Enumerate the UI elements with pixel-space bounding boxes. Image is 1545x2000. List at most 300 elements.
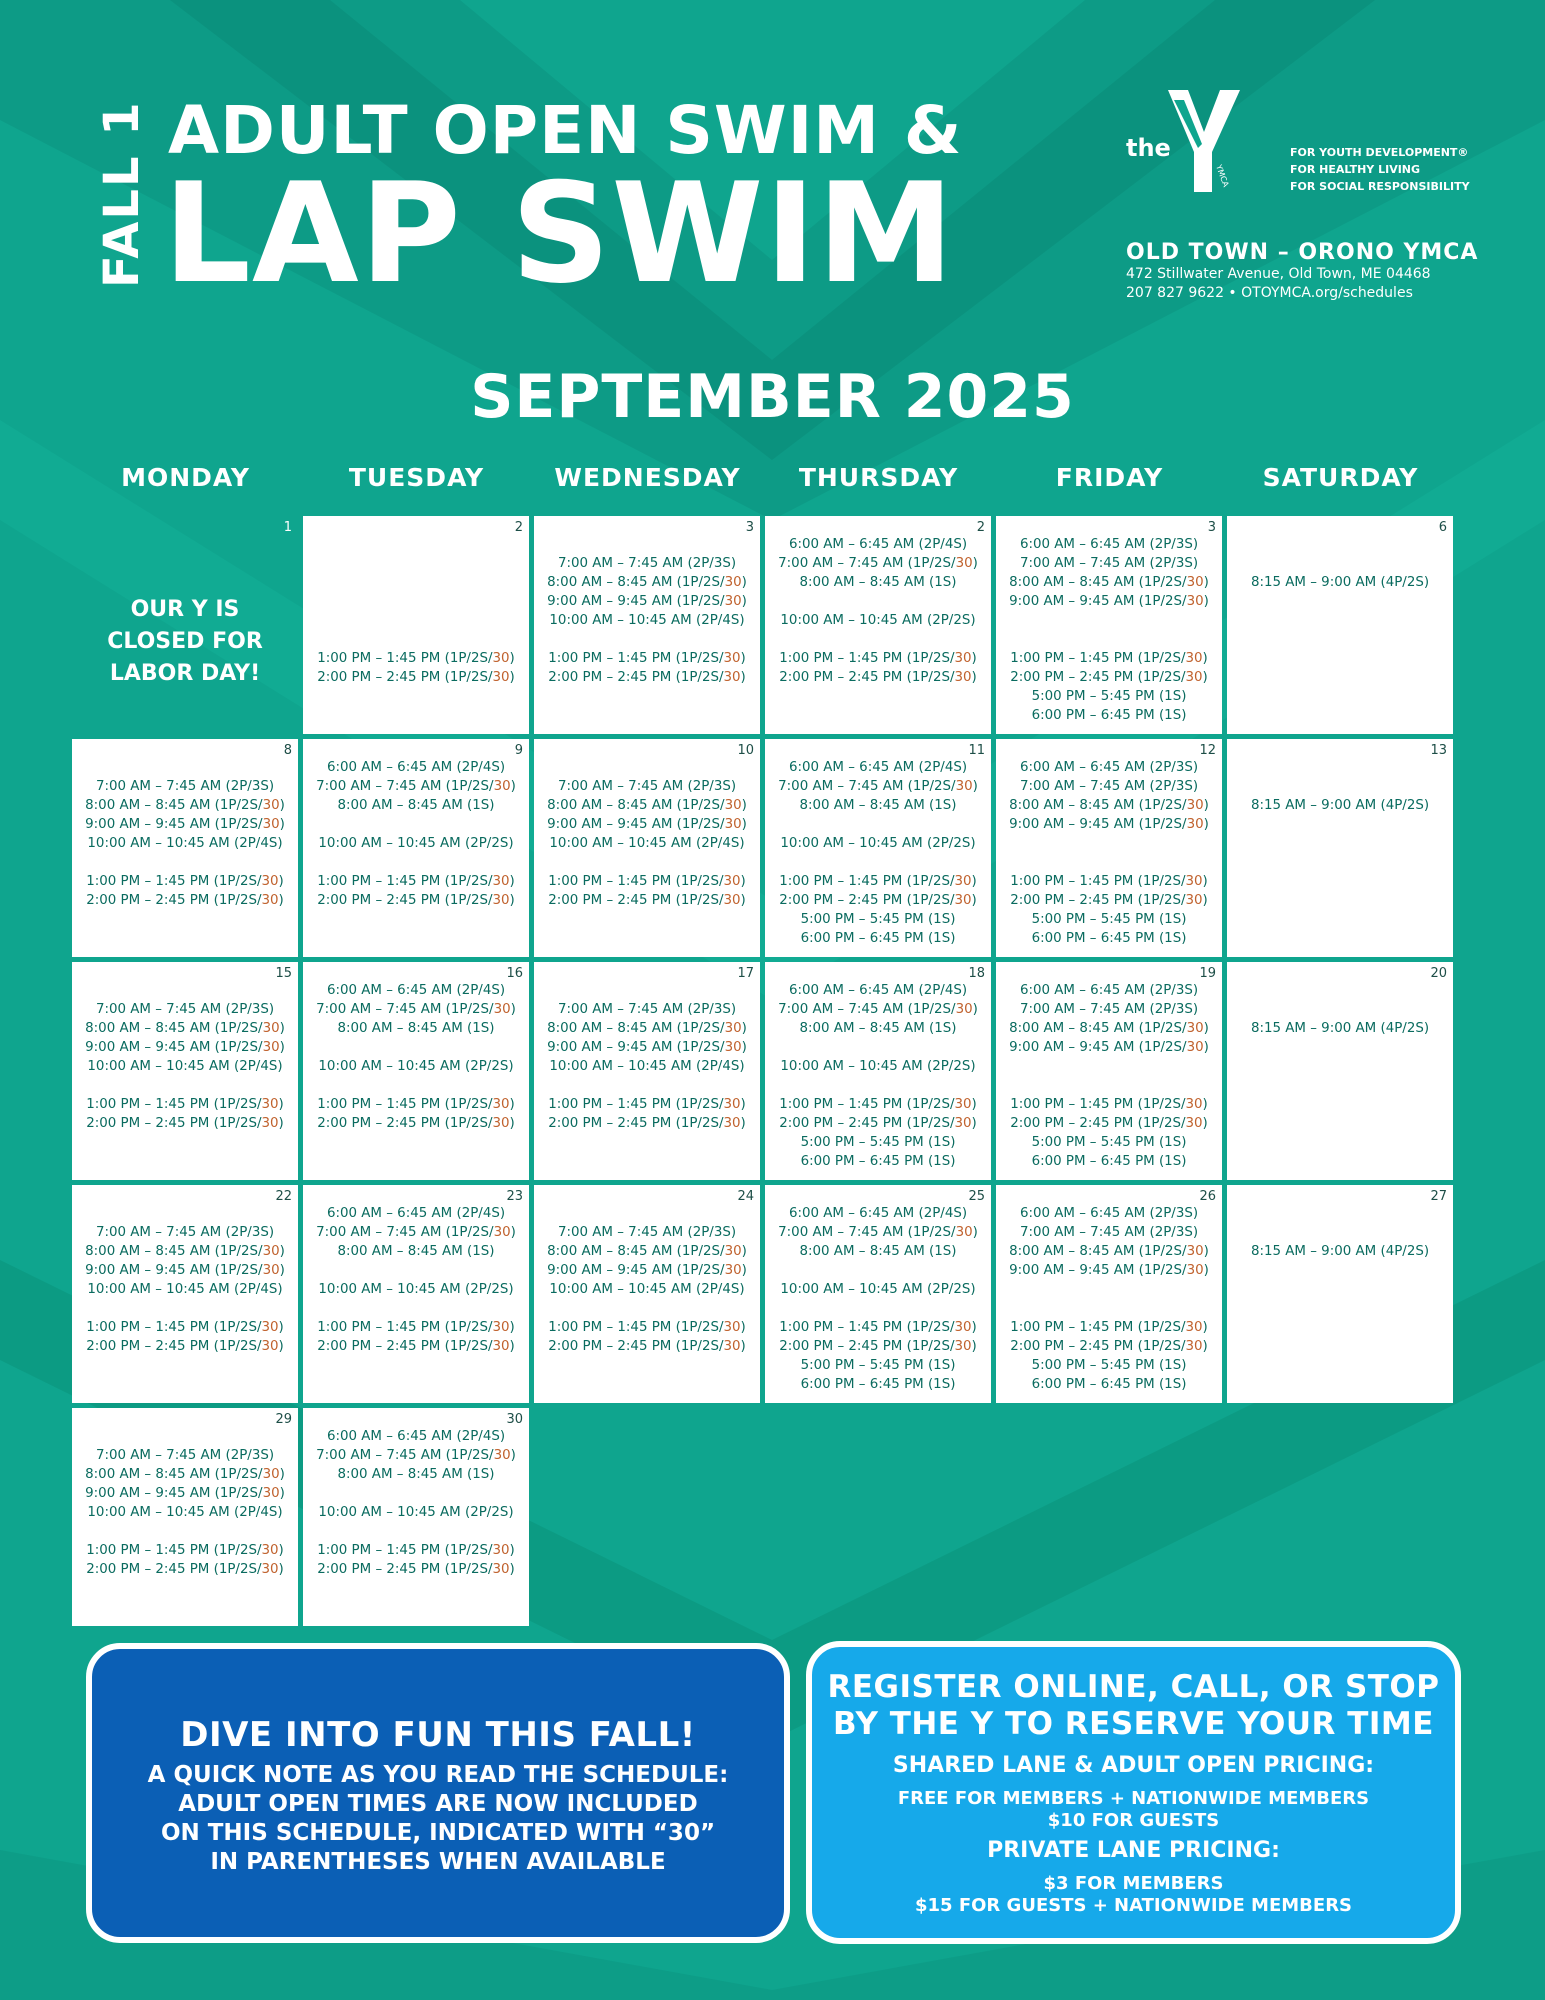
open-swim-marker: 30 [261, 893, 279, 908]
time-slot: 9:00 AM – 9:45 AM (1P/2S/30) [547, 817, 747, 832]
date-number: 1 [283, 520, 292, 535]
time-slot: 7:00 AM – 7:45 AM (2P/3S) [557, 779, 737, 794]
time-slot-spacer [534, 1299, 760, 1318]
time-slot: 8:00 AM – 8:45 AM (1S) [337, 798, 495, 813]
time-slot: 8:00 AM – 8:45 AM (1P/2S/30) [85, 1467, 285, 1482]
time-slot: 8:00 AM – 8:45 AM (1P/2S/30) [1009, 1021, 1209, 1036]
time-slot: 1:00 PM – 1:45 PM (1P/2S/30) [86, 1320, 284, 1335]
open-swim-marker: 30 [724, 1244, 742, 1259]
time-slot: 6:00 PM – 6:45 PM (1S) [800, 931, 956, 946]
time-slot-spacer [1227, 981, 1453, 1000]
date-number: 8 [283, 743, 292, 758]
note-line: ADULT OPEN TIMES ARE NOW INCLUDED [178, 1791, 698, 1817]
open-swim-marker: 30 [723, 893, 741, 908]
time-slot: 8:00 AM – 8:45 AM (1P/2S/30) [547, 1021, 747, 1036]
time-slot: 2:00 PM – 2:45 PM (1P/2S/30) [317, 1116, 515, 1131]
open-swim-marker: 30 [493, 1225, 511, 1240]
time-slot: 6:00 PM – 6:45 PM (1S) [800, 1154, 956, 1169]
open-swim-marker: 30 [1185, 670, 1203, 685]
date-number: 24 [737, 1189, 754, 1204]
open-swim-marker: 30 [262, 798, 280, 813]
date-number: 6 [1438, 520, 1447, 535]
date-number: 30 [506, 1412, 523, 1427]
date-number: 16 [506, 966, 523, 981]
time-slot: 9:00 AM – 9:45 AM (1P/2S/30) [85, 817, 285, 832]
open-swim-marker: 30 [261, 874, 279, 889]
time-slot: 10:00 AM – 10:45 AM (2P/4S) [549, 836, 745, 851]
time-slot: 2:00 PM – 2:45 PM (1P/2S/30) [548, 670, 746, 685]
calendar-cell [765, 739, 991, 957]
open-swim-marker: 30 [1185, 1116, 1203, 1131]
open-swim-marker: 30 [723, 651, 741, 666]
time-slot-spacer [765, 1076, 991, 1095]
open-swim-marker: 30 [723, 1320, 741, 1335]
open-swim-marker: 30 [492, 651, 510, 666]
time-slot: 7:00 AM – 7:45 AM (2P/3S) [1019, 1002, 1199, 1017]
open-swim-marker: 30 [723, 670, 741, 685]
time-slot: 8:00 AM – 8:45 AM (1P/2S/30) [85, 1244, 285, 1259]
open-swim-marker: 30 [1186, 594, 1204, 609]
calendar-cell [1227, 962, 1453, 1180]
time-slot: 6:00 AM – 6:45 AM (2P/3S) [1019, 760, 1199, 775]
open-swim-marker: 30 [724, 1263, 742, 1278]
time-slot-list [303, 758, 529, 910]
time-slot-spacer [1227, 1223, 1453, 1242]
open-swim-marker: 30 [261, 1339, 279, 1354]
time-slot-spacer [534, 535, 760, 554]
time-slot: 7:00 AM – 7:45 AM (1P/2S/30) [778, 556, 978, 571]
open-swim-marker: 30 [954, 874, 972, 889]
date-number: 13 [1430, 743, 1447, 758]
time-slot: 2:00 PM – 2:45 PM (1P/2S/30) [779, 670, 977, 685]
time-slot-spacer [72, 1427, 298, 1446]
time-slot: 8:00 AM – 8:45 AM (1S) [337, 1021, 495, 1036]
time-slot: 8:00 AM – 8:45 AM (1S) [337, 1244, 495, 1259]
time-slot-list [72, 1427, 298, 1579]
note-heading: DIVE INTO FUN THIS FALL! [180, 1715, 696, 1755]
calendar-cell [303, 1408, 529, 1626]
time-slot-spacer [996, 1299, 1222, 1318]
shared-pricing-line: FREE FOR MEMBERS + NATIONWIDE MEMBERS [897, 1788, 1370, 1809]
time-slot-spacer [303, 815, 529, 834]
calendar-cell [72, 1408, 298, 1626]
time-slot: 2:00 PM – 2:45 PM (1P/2S/30) [317, 893, 515, 908]
date-number: 26 [1199, 1189, 1216, 1204]
open-swim-marker: 30 [1186, 575, 1204, 590]
time-slot: 2:00 PM – 2:45 PM (1P/2S/30) [779, 893, 977, 908]
time-slot-spacer [765, 1299, 991, 1318]
time-slot: 6:00 AM – 6:45 AM (2P/4S) [788, 1206, 968, 1221]
time-slot-spacer [534, 853, 760, 872]
date-number: 29 [275, 1412, 292, 1427]
time-slot-spacer [303, 554, 529, 573]
time-slot: 8:00 AM – 8:45 AM (1S) [799, 1244, 957, 1259]
time-slot-spacer [534, 1204, 760, 1223]
calendar-cell [72, 962, 298, 1180]
time-slot-spacer [303, 1484, 529, 1503]
time-slot: 9:00 AM – 9:45 AM (1P/2S/30) [1009, 1263, 1209, 1278]
time-slot: 6:00 AM – 6:45 AM (2P/4S) [788, 760, 968, 775]
shared-pricing-heading: SHARED LANE & ADULT OPEN PRICING: [892, 1753, 1375, 1778]
branch-info [1126, 240, 1478, 303]
open-swim-marker: 30 [261, 1562, 279, 1577]
time-slot-spacer [534, 758, 760, 777]
date-number: 27 [1430, 1189, 1447, 1204]
note-line: IN PARENTHESES WHEN AVAILABLE [210, 1849, 666, 1875]
open-swim-marker: 30 [262, 1467, 280, 1482]
time-slot-spacer [303, 630, 529, 649]
time-slot: 6:00 AM – 6:45 AM (2P/3S) [1019, 537, 1199, 552]
time-slot: 2:00 PM – 2:45 PM (1P/2S/30) [548, 893, 746, 908]
time-slot-spacer [303, 535, 529, 554]
open-swim-marker: 30 [1186, 1040, 1204, 1055]
time-slot-list [765, 535, 991, 687]
time-slot: 5:00 PM – 5:45 PM (1S) [800, 1135, 956, 1150]
time-slot: 1:00 PM – 1:45 PM (1P/2S/30) [548, 651, 746, 666]
ymca-logo [1122, 88, 1262, 196]
branch-address: 472 Stillwater Avenue, Old Town, ME 04468 [1126, 266, 1431, 282]
time-slot-spacer [303, 1522, 529, 1541]
time-slot-spacer [72, 981, 298, 1000]
time-slot: 7:00 AM – 7:45 AM (1P/2S/30) [778, 1225, 978, 1240]
open-swim-marker: 30 [954, 1097, 972, 1112]
tagline-line: FOR HEALTHY LIVING [1290, 163, 1421, 176]
day-headers [72, 463, 1458, 497]
open-swim-marker: 30 [954, 893, 972, 908]
shared-pricing-line: $10 FOR GUESTS [1047, 1810, 1220, 1831]
branch-contact[interactable]: 207 827 9622 • OTOYMCA.org/schedules [1126, 285, 1413, 301]
date-number: 17 [737, 966, 754, 981]
time-slot: 8:00 AM – 8:45 AM (1S) [799, 1021, 957, 1036]
calendar-cell [996, 1185, 1222, 1403]
time-slot: 1:00 PM – 1:45 PM (1P/2S/30) [86, 1097, 284, 1112]
private-pricing-heading: PRIVATE LANE PRICING: [987, 1838, 1280, 1863]
day-header-tuesday: TUESDAY [348, 463, 485, 492]
time-slot-spacer [1227, 1000, 1453, 1019]
open-swim-marker: 30 [1186, 1021, 1204, 1036]
open-swim-marker: 30 [1185, 651, 1203, 666]
time-slot-spacer [303, 592, 529, 611]
shared-pricing [812, 1788, 1455, 1832]
time-slot: 1:00 PM – 1:45 PM (1P/2S/30) [1010, 1097, 1208, 1112]
time-slot-list [534, 1204, 760, 1356]
time-slot: 6:00 AM – 6:45 AM (2P/4S) [788, 537, 968, 552]
open-swim-marker: 30 [262, 1486, 280, 1501]
open-swim-marker: 30 [724, 594, 742, 609]
time-slot: 2:00 PM – 2:45 PM (1P/2S/30) [1010, 893, 1208, 908]
time-slot-spacer [72, 1299, 298, 1318]
day-header-monday: MONDAY [121, 463, 250, 492]
time-slot: 8:00 AM – 8:45 AM (1P/2S/30) [547, 798, 747, 813]
time-slot: 6:00 PM – 6:45 PM (1S) [800, 1377, 956, 1392]
time-slot-spacer [996, 1280, 1222, 1299]
time-slot-spacer [996, 630, 1222, 649]
time-slot: 9:00 AM – 9:45 AM (1P/2S/30) [85, 1486, 285, 1501]
time-slot-spacer [996, 611, 1222, 630]
time-slot: 1:00 PM – 1:45 PM (1P/2S/30) [1010, 1320, 1208, 1335]
day-header-saturday: SATURDAY [1262, 463, 1419, 492]
day-header-friday: FRIDAY [1055, 463, 1164, 492]
time-slot-spacer [765, 1038, 991, 1057]
time-slot: 7:00 AM – 7:45 AM (2P/3S) [95, 1002, 275, 1017]
time-slot-spacer [765, 592, 991, 611]
time-slot: 5:00 PM – 5:45 PM (1S) [1031, 1135, 1187, 1150]
time-slot-list [534, 981, 760, 1133]
date-number: 20 [1430, 966, 1447, 981]
time-slot: 10:00 AM – 10:45 AM (2P/2S) [318, 1505, 514, 1520]
open-swim-marker: 30 [261, 1116, 279, 1131]
time-slot: 2:00 PM – 2:45 PM (1P/2S/30) [317, 1562, 515, 1577]
open-swim-marker: 30 [261, 1320, 279, 1335]
time-slot: 7:00 AM – 7:45 AM (2P/3S) [95, 779, 275, 794]
calendar-cell [534, 516, 760, 734]
ymca-tagline [1290, 144, 1470, 195]
open-swim-marker: 30 [954, 1116, 972, 1131]
time-slot-list [72, 981, 298, 1133]
open-swim-marker: 30 [723, 874, 741, 889]
time-slot: 10:00 AM – 10:45 AM (2P/2S) [318, 1059, 514, 1074]
private-pricing-line: $3 FOR MEMBERS [1043, 1873, 1224, 1894]
private-pricing [812, 1873, 1455, 1917]
time-slot-list [1227, 535, 1453, 592]
time-slot-spacer [1227, 758, 1453, 777]
time-slot-spacer [765, 853, 991, 872]
time-slot: 2:00 PM – 2:45 PM (1P/2S/30) [548, 1116, 746, 1131]
calendar-cell [765, 962, 991, 1180]
register-heading-line: BY THE Y TO RESERVE YOUR TIME [833, 1706, 1434, 1742]
note-box [86, 1643, 790, 1943]
open-swim-marker: 30 [723, 1116, 741, 1131]
time-slot-spacer [765, 815, 991, 834]
date-number: 9 [514, 743, 523, 758]
time-slot-spacer [534, 630, 760, 649]
open-swim-marker: 30 [492, 1116, 510, 1131]
time-slot: 7:00 AM – 7:45 AM (1P/2S/30) [316, 1002, 516, 1017]
time-slot: 1:00 PM – 1:45 PM (1P/2S/30) [86, 1543, 284, 1558]
open-swim-marker: 30 [262, 1244, 280, 1259]
time-slot: 1:00 PM – 1:45 PM (1P/2S/30) [548, 874, 746, 889]
calendar-cell [303, 739, 529, 957]
time-slot: 7:00 AM – 7:45 AM (1P/2S/30) [778, 779, 978, 794]
time-slot-spacer [1227, 535, 1453, 554]
open-swim-marker: 30 [1186, 798, 1204, 813]
note-text [92, 1761, 784, 1877]
time-slot: 8:00 AM – 8:45 AM (1P/2S/30) [85, 1021, 285, 1036]
time-slot: 2:00 PM – 2:45 PM (1P/2S/30) [1010, 670, 1208, 685]
date-number: 3 [745, 520, 754, 535]
time-slot-spacer [996, 1057, 1222, 1076]
open-swim-marker: 30 [954, 1339, 972, 1354]
calendar-cell [765, 516, 991, 734]
time-slot: 8:15 AM – 9:00 AM (4P/2S) [1250, 1021, 1430, 1036]
open-swim-marker: 30 [492, 1543, 510, 1558]
open-swim-marker: 30 [492, 874, 510, 889]
time-slot: 6:00 AM – 6:45 AM (2P/4S) [326, 1206, 506, 1221]
time-slot: 10:00 AM – 10:45 AM (2P/4S) [549, 613, 745, 628]
time-slot: 2:00 PM – 2:45 PM (1P/2S/30) [1010, 1116, 1208, 1131]
open-swim-marker: 30 [1186, 817, 1204, 832]
time-slot: 1:00 PM – 1:45 PM (1P/2S/30) [548, 1097, 746, 1112]
open-swim-marker: 30 [1186, 1263, 1204, 1278]
time-slot: 8:15 AM – 9:00 AM (4P/2S) [1250, 1244, 1430, 1259]
note-line: A QUICK NOTE AS YOU READ THE SCHEDULE: [147, 1762, 729, 1788]
time-slot: 1:00 PM – 1:45 PM (1P/2S/30) [86, 874, 284, 889]
title-line-1: ADULT OPEN SWIM & [168, 92, 963, 169]
time-slot: 5:00 PM – 5:45 PM (1S) [1031, 689, 1187, 704]
time-slot: 7:00 AM – 7:45 AM (1P/2S/30) [316, 1448, 516, 1463]
calendar-cell [765, 1185, 991, 1403]
open-swim-marker: 30 [724, 575, 742, 590]
date-number: 2 [976, 520, 985, 535]
logo-word: the [1126, 134, 1171, 162]
time-slot-spacer [303, 1299, 529, 1318]
time-slot-spacer [72, 1204, 298, 1223]
time-slot: 10:00 AM – 10:45 AM (2P/2S) [780, 613, 976, 628]
open-swim-marker: 30 [493, 1448, 511, 1463]
time-slot: 1:00 PM – 1:45 PM (1P/2S/30) [1010, 651, 1208, 666]
register-heading-line: REGISTER ONLINE, CALL, OR STOP [827, 1669, 1440, 1705]
calendar-cell [72, 739, 298, 957]
open-swim-marker: 30 [724, 798, 742, 813]
calendar-cell [72, 1185, 298, 1403]
date-number: 11 [968, 743, 985, 758]
calendar-cell [303, 962, 529, 1180]
time-slot: 2:00 PM – 2:45 PM (1P/2S/30) [86, 893, 284, 908]
time-slot: 7:00 AM – 7:45 AM (2P/3S) [1019, 556, 1199, 571]
open-swim-marker: 30 [724, 817, 742, 832]
time-slot-spacer [303, 611, 529, 630]
time-slot: 7:00 AM – 7:45 AM (2P/3S) [557, 556, 737, 571]
date-number: 15 [275, 966, 292, 981]
open-swim-marker: 30 [724, 1040, 742, 1055]
time-slot: 6:00 AM – 6:45 AM (2P/3S) [1019, 1206, 1199, 1221]
time-slot-spacer [303, 1261, 529, 1280]
time-slot: 7:00 AM – 7:45 AM (2P/3S) [95, 1225, 275, 1240]
date-number: 22 [275, 1189, 292, 1204]
open-swim-marker: 30 [493, 1002, 511, 1017]
time-slot: 2:00 PM – 2:45 PM (1P/2S/30) [548, 1339, 746, 1354]
time-slot-list [765, 1204, 991, 1394]
time-slot: 1:00 PM – 1:45 PM (1P/2S/30) [779, 651, 977, 666]
time-slot: 10:00 AM – 10:45 AM (2P/4S) [87, 1059, 283, 1074]
date-number: 18 [968, 966, 985, 981]
date-number: 19 [1199, 966, 1216, 981]
time-slot-spacer [765, 1261, 991, 1280]
time-slot: 9:00 AM – 9:45 AM (1P/2S/30) [85, 1040, 285, 1055]
open-swim-marker: 30 [1185, 1097, 1203, 1112]
time-slot: 8:00 AM – 8:45 AM (1S) [337, 1467, 495, 1482]
calendar-cell [996, 739, 1222, 957]
day-header-thursday: THURSDAY [798, 463, 959, 492]
time-slot-spacer [72, 758, 298, 777]
time-slot: 6:00 AM – 6:45 AM (2P/4S) [326, 983, 506, 998]
calendar-cell [534, 1185, 760, 1403]
time-slot-spacer [303, 853, 529, 872]
open-swim-marker: 30 [955, 1002, 973, 1017]
time-slot-list [72, 758, 298, 910]
time-slot-list [996, 535, 1222, 725]
time-slot: 1:00 PM – 1:45 PM (1P/2S/30) [779, 1320, 977, 1335]
tagline-line: FOR SOCIAL RESPONSIBILITY [1290, 180, 1470, 193]
time-slot: 2:00 PM – 2:45 PM (1P/2S/30) [1010, 1339, 1208, 1354]
title-line-2: LAP SWIM [163, 153, 956, 314]
branch-name: OLD TOWN – ORONO YMCA [1126, 240, 1479, 265]
time-slot: 9:00 AM – 9:45 AM (1P/2S/30) [1009, 817, 1209, 832]
time-slot: 10:00 AM – 10:45 AM (2P/2S) [780, 1059, 976, 1074]
time-slot-list [303, 981, 529, 1133]
time-slot: 8:00 AM – 8:45 AM (1P/2S/30) [85, 798, 285, 813]
time-slot: 9:00 AM – 9:45 AM (1P/2S/30) [1009, 1040, 1209, 1055]
time-slot-list [303, 1204, 529, 1356]
time-slot: 2:00 PM – 2:45 PM (1P/2S/30) [86, 1339, 284, 1354]
open-swim-marker: 30 [1186, 1244, 1204, 1259]
time-slot: 5:00 PM – 5:45 PM (1S) [800, 1358, 956, 1373]
time-slot-spacer [303, 1076, 529, 1095]
time-slot-list [765, 758, 991, 948]
time-slot: 10:00 AM – 10:45 AM (2P/4S) [87, 836, 283, 851]
time-slot: 10:00 AM – 10:45 AM (2P/4S) [549, 1282, 745, 1297]
month-title: SEPTEMBER 2025 [470, 362, 1075, 432]
time-slot: 7:00 AM – 7:45 AM (2P/3S) [557, 1225, 737, 1240]
time-slot: 2:00 PM – 2:45 PM (1P/2S/30) [779, 1339, 977, 1354]
time-slot-list [72, 1204, 298, 1356]
open-swim-marker: 30 [492, 1320, 510, 1335]
time-slot: 10:00 AM – 10:45 AM (2P/2S) [780, 1282, 976, 1297]
time-slot: 1:00 PM – 1:45 PM (1P/2S/30) [779, 1097, 977, 1112]
time-slot-spacer [72, 853, 298, 872]
time-slot-spacer [534, 981, 760, 1000]
calendar-cell [1227, 739, 1453, 957]
open-swim-marker: 30 [955, 556, 973, 571]
time-slot: 1:00 PM – 1:45 PM (1P/2S/30) [317, 1320, 515, 1335]
time-slot-list [996, 758, 1222, 948]
calendar-cell [303, 516, 529, 734]
time-slot: 10:00 AM – 10:45 AM (2P/4S) [549, 1059, 745, 1074]
time-slot: 6:00 AM – 6:45 AM (2P/4S) [326, 760, 506, 775]
note-line: ON THIS SCHEDULE, INDICATED WITH “30” [160, 1820, 716, 1846]
day-header-wednesday: WEDNESDAY [554, 463, 741, 492]
time-slot-list [996, 1204, 1222, 1394]
closed-message: OUR Y IS CLOSED FOR LABOR DAY! [107, 597, 263, 686]
time-slot: 9:00 AM – 9:45 AM (1P/2S/30) [1009, 594, 1209, 609]
open-swim-marker: 30 [262, 1263, 280, 1278]
time-slot: 8:00 AM – 8:45 AM (1P/2S/30) [547, 575, 747, 590]
time-slot: 1:00 PM – 1:45 PM (1P/2S/30) [548, 1320, 746, 1335]
time-slot-list [303, 535, 529, 687]
open-swim-marker: 30 [954, 1320, 972, 1335]
open-swim-marker: 30 [492, 1562, 510, 1577]
time-slot: 6:00 PM – 6:45 PM (1S) [1031, 1154, 1187, 1169]
open-swim-marker: 30 [262, 1021, 280, 1036]
time-slot: 8:00 AM – 8:45 AM (1S) [799, 575, 957, 590]
open-swim-marker: 30 [262, 1040, 280, 1055]
time-slot: 7:00 AM – 7:45 AM (2P/3S) [557, 1002, 737, 1017]
time-slot: 10:00 AM – 10:45 AM (2P/4S) [87, 1505, 283, 1520]
calendar-cell [303, 1185, 529, 1403]
calendar-cell [534, 962, 760, 1180]
open-swim-marker: 30 [723, 1339, 741, 1354]
time-slot: 7:00 AM – 7:45 AM (2P/3S) [95, 1448, 275, 1463]
open-swim-marker: 30 [1185, 893, 1203, 908]
time-slot: 6:00 PM – 6:45 PM (1S) [1031, 931, 1187, 946]
open-swim-marker: 30 [955, 779, 973, 794]
calendar-cell [996, 516, 1222, 734]
time-slot: 10:00 AM – 10:45 AM (2P/2S) [318, 836, 514, 851]
time-slot-list [534, 758, 760, 910]
time-slot: 8:00 AM – 8:45 AM (1P/2S/30) [547, 1244, 747, 1259]
time-slot: 2:00 PM – 2:45 PM (1P/2S/30) [86, 1116, 284, 1131]
time-slot: 5:00 PM – 5:45 PM (1S) [1031, 912, 1187, 927]
